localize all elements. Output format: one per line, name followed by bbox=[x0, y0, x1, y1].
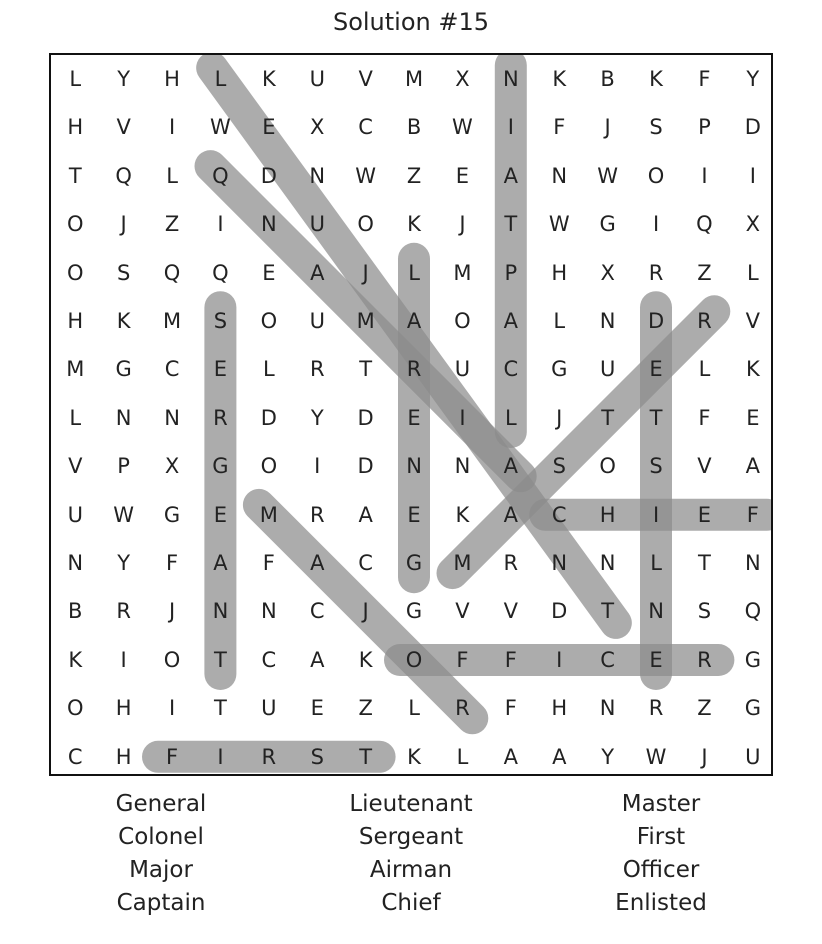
grid-cell: X bbox=[164, 454, 180, 479]
grid-cell: J bbox=[362, 599, 369, 624]
grid-cell: Q bbox=[115, 163, 132, 188]
grid-cell: P bbox=[698, 115, 711, 140]
grid-cell: D bbox=[357, 405, 374, 430]
word-list-item: Officer bbox=[622, 857, 700, 883]
grid-cell: L bbox=[69, 67, 82, 91]
grid-cell: O bbox=[454, 309, 471, 333]
grid-cell: K bbox=[455, 502, 470, 527]
grid-cell: M bbox=[453, 551, 472, 575]
grid-cell: T bbox=[68, 163, 82, 188]
grid-cell: D bbox=[260, 405, 277, 430]
grid-cell: J bbox=[701, 744, 708, 769]
grid-cell: C bbox=[164, 357, 180, 382]
word-list-item: Colonel bbox=[118, 824, 204, 850]
grid-cell: H bbox=[115, 696, 132, 721]
grid-cell: E bbox=[649, 357, 663, 382]
grid-cell: U bbox=[309, 309, 325, 333]
grid-cell: X bbox=[455, 67, 470, 91]
grid-cell: I bbox=[217, 212, 224, 237]
grid-cell: G bbox=[744, 696, 761, 721]
grid-cell: I bbox=[120, 647, 127, 672]
grid-cell: K bbox=[116, 309, 131, 333]
grid-cell: A bbox=[745, 454, 761, 479]
grid-cell: N bbox=[648, 599, 664, 624]
grid-cell: I bbox=[652, 212, 660, 237]
grid-cell: L bbox=[698, 357, 711, 382]
grid-cell: E bbox=[649, 647, 663, 672]
grid-cell: S bbox=[213, 309, 228, 333]
grid-cell: O bbox=[66, 212, 84, 237]
word-list-column-3 bbox=[531, 788, 791, 920]
grid-cell: H bbox=[164, 67, 180, 91]
grid-cell: A bbox=[552, 744, 567, 769]
word-list-column-1 bbox=[31, 788, 291, 920]
grid-cell: L bbox=[262, 357, 275, 382]
grid-cell: N bbox=[502, 67, 519, 91]
grid-cell: O bbox=[357, 212, 374, 237]
grid-cell: I bbox=[314, 454, 321, 479]
grid-cell: L bbox=[166, 163, 178, 188]
grid-cell: M bbox=[162, 309, 182, 333]
grid-cell: E bbox=[262, 260, 276, 285]
grid-cell: Z bbox=[697, 696, 712, 721]
grid-cell: Y bbox=[601, 744, 615, 769]
grid-cell: Y bbox=[746, 67, 760, 91]
grid-cell: I bbox=[168, 115, 176, 140]
grid-cell: Z bbox=[358, 696, 373, 721]
grid-cell: R bbox=[503, 551, 519, 575]
grid-cell: L bbox=[746, 260, 759, 285]
grid-cell: V bbox=[116, 115, 131, 140]
grid-cell: V bbox=[455, 599, 470, 624]
grid-cell: N bbox=[551, 163, 568, 188]
grid-cell: U bbox=[745, 744, 761, 769]
grid-cell: A bbox=[358, 502, 373, 527]
word-list-item: First bbox=[636, 824, 686, 850]
grid-cell: N bbox=[599, 309, 616, 333]
grid-cell: Y bbox=[117, 551, 131, 575]
grid-cell: N bbox=[454, 454, 471, 479]
grid-cell: Z bbox=[697, 260, 712, 285]
grid-cell: K bbox=[358, 647, 373, 672]
grid-cell: A bbox=[310, 260, 325, 285]
grid-cell: Q bbox=[163, 260, 181, 285]
grid-cell: A bbox=[213, 551, 228, 575]
grid-cell: L bbox=[650, 551, 662, 575]
grid-cell: J bbox=[362, 260, 369, 285]
grid-cell: F bbox=[504, 696, 517, 721]
grid-cell: F bbox=[262, 551, 275, 575]
grid-cell: N bbox=[260, 212, 277, 237]
word-list-item: General bbox=[115, 791, 207, 817]
grid-cell: E bbox=[746, 405, 760, 430]
grid-cell: A bbox=[406, 309, 422, 333]
grid-cell: T bbox=[359, 357, 373, 382]
grid-cell: R bbox=[213, 405, 228, 430]
grid-cell: O bbox=[647, 163, 665, 188]
grid-cell: T bbox=[359, 744, 373, 769]
grid-cell: O bbox=[599, 454, 616, 479]
grid-cell: U bbox=[599, 357, 616, 382]
grid-cell: C bbox=[358, 551, 373, 575]
grid-cell: L bbox=[408, 260, 420, 285]
grid-cell: H bbox=[599, 502, 616, 527]
grid-cell: O bbox=[66, 260, 84, 285]
word-search-grid bbox=[49, 53, 773, 776]
grid-cell: P bbox=[504, 260, 518, 285]
grid-cell: A bbox=[310, 647, 325, 672]
grid-cell: V bbox=[503, 599, 519, 624]
grid-cell: A bbox=[503, 309, 519, 333]
grid-cell: N bbox=[551, 551, 568, 575]
grid-cell: M bbox=[66, 357, 85, 382]
grid-cell: X bbox=[745, 212, 761, 237]
grid-cell: U bbox=[454, 357, 471, 382]
grid-cell: L bbox=[456, 744, 469, 769]
word-list-item: Chief bbox=[381, 890, 441, 916]
grid-cell: G bbox=[212, 454, 229, 479]
grid-cell: E bbox=[262, 115, 276, 140]
grid-cell: D bbox=[647, 309, 665, 333]
grid-cell: R bbox=[648, 696, 664, 721]
grid-cell: X bbox=[600, 260, 615, 285]
grid-cell: C bbox=[600, 647, 615, 672]
grid-cell: W bbox=[548, 212, 570, 237]
word-list-column-2 bbox=[281, 788, 541, 920]
grid-cell: I bbox=[168, 696, 176, 721]
grid-cell: R bbox=[648, 260, 664, 285]
grid-cell: N bbox=[309, 163, 326, 188]
grid-cell: I bbox=[507, 115, 514, 140]
grid-cell: J bbox=[168, 599, 176, 624]
grid-cell: K bbox=[649, 67, 663, 91]
grid-cell: Q bbox=[696, 212, 713, 237]
grid-cell: W bbox=[452, 115, 473, 140]
grid-cell: G bbox=[115, 357, 132, 382]
grid-cell: T bbox=[698, 551, 711, 575]
grid-cell: C bbox=[261, 647, 277, 672]
grid-cell: R bbox=[697, 309, 712, 333]
grid-cell: H bbox=[67, 309, 84, 333]
grid-cell: F bbox=[698, 405, 711, 430]
grid-cell: F bbox=[746, 502, 759, 527]
grid-cell: B bbox=[406, 115, 422, 140]
grid-cell: C bbox=[309, 599, 325, 624]
word-list-item: Sergeant bbox=[358, 824, 464, 850]
grid-cell: J bbox=[459, 212, 466, 237]
grid-cell: T bbox=[649, 405, 663, 430]
grid-cell: O bbox=[405, 647, 423, 672]
grid-cell: K bbox=[407, 744, 421, 769]
grid-cell: R bbox=[309, 357, 325, 382]
grid-cell: V bbox=[745, 309, 761, 333]
grid-cell: E bbox=[455, 163, 470, 188]
grid-cell: N bbox=[164, 405, 180, 430]
grid-cell: M bbox=[356, 309, 375, 333]
grid-cell: S bbox=[310, 744, 324, 769]
grid-cell: D bbox=[551, 599, 568, 624]
grid-cell: J bbox=[556, 405, 563, 430]
word-list-item: Enlisted bbox=[615, 890, 707, 916]
grid-cell: G bbox=[599, 212, 616, 237]
grid-cell: O bbox=[260, 309, 278, 333]
grid-cell: W bbox=[113, 502, 135, 527]
grid-cell: I bbox=[652, 502, 660, 527]
grid-cell: Q bbox=[212, 163, 229, 188]
grid-cell: U bbox=[261, 696, 277, 721]
grid-cell: F bbox=[166, 551, 179, 575]
grid-cell: O bbox=[260, 454, 278, 479]
grid-cell: K bbox=[68, 647, 83, 672]
grid-cell: K bbox=[407, 212, 421, 237]
grid-cell: I bbox=[459, 405, 466, 430]
grid-cell: V bbox=[697, 454, 712, 479]
grid-cell: J bbox=[604, 115, 611, 140]
grid-cell: H bbox=[551, 260, 568, 285]
grid-cell: Z bbox=[406, 163, 422, 188]
grid-cell: H bbox=[551, 696, 568, 721]
grid-cell: T bbox=[601, 405, 615, 430]
grid-cell: X bbox=[310, 115, 325, 140]
grid-cell: Z bbox=[164, 212, 180, 237]
grid-cell: F bbox=[166, 744, 179, 769]
grid-cell: S bbox=[552, 454, 566, 479]
grid-cell: R bbox=[697, 647, 712, 672]
grid-cell: S bbox=[116, 260, 131, 285]
grid-cell: P bbox=[117, 454, 130, 479]
grid-cell: K bbox=[261, 67, 276, 91]
grid-cell: U bbox=[309, 212, 325, 237]
grid-cell: D bbox=[744, 115, 761, 140]
grid-cell: N bbox=[406, 454, 422, 479]
grid-cell: O bbox=[163, 647, 181, 672]
grid-cell: N bbox=[599, 696, 616, 721]
grid-cell: W bbox=[597, 163, 619, 188]
grid-cell: C bbox=[503, 357, 519, 382]
grid-cell: N bbox=[212, 599, 229, 624]
grid-cell: C bbox=[358, 115, 373, 140]
grid-cell: N bbox=[744, 551, 761, 575]
grid-cell: Q bbox=[744, 599, 762, 624]
grid-cell: S bbox=[649, 115, 663, 140]
grid-cell: W bbox=[645, 744, 667, 769]
grid-cell: L bbox=[504, 405, 517, 430]
grid-cell: L bbox=[408, 696, 420, 721]
grid-cell: K bbox=[745, 357, 760, 382]
grid-cell: E bbox=[407, 502, 421, 527]
grid-cell: F bbox=[504, 647, 517, 672]
grid-cell: A bbox=[503, 502, 519, 527]
grid-cell: H bbox=[115, 744, 132, 769]
grid-cell: R bbox=[261, 744, 277, 769]
grid-cell: I bbox=[749, 163, 756, 188]
grid-cell: M bbox=[404, 67, 424, 91]
grid-cell: M bbox=[259, 502, 278, 527]
grid-cell: T bbox=[214, 647, 227, 672]
grid-cell: I bbox=[701, 163, 708, 188]
grid-cell: E bbox=[213, 357, 228, 382]
grid-cell: R bbox=[309, 502, 325, 527]
grid-cell: B bbox=[68, 599, 83, 624]
grid-cell: D bbox=[260, 163, 277, 188]
puzzle-title: Solution #15 bbox=[332, 8, 490, 36]
grid-cell: A bbox=[503, 454, 519, 479]
grid-cell: Y bbox=[310, 405, 324, 430]
grid-cell: N bbox=[260, 599, 277, 624]
grid-cell: R bbox=[406, 357, 422, 382]
grid-cell: G bbox=[163, 502, 181, 527]
grid-cell: T bbox=[504, 212, 518, 237]
grid-cell: V bbox=[358, 67, 373, 91]
grid-cell: Q bbox=[212, 260, 229, 285]
word-list-item: Captain bbox=[116, 890, 206, 916]
grid-cell: W bbox=[355, 163, 377, 188]
grid-cell: T bbox=[214, 696, 227, 721]
grid-cell: L bbox=[69, 405, 82, 430]
grid-cell: L bbox=[553, 309, 566, 333]
grid-cell: R bbox=[455, 696, 470, 721]
grid-cell: V bbox=[68, 454, 83, 479]
grid-cell: N bbox=[67, 551, 84, 575]
grid-cell: Y bbox=[117, 67, 131, 91]
grid-cell: I bbox=[217, 744, 224, 769]
grid-cell: I bbox=[556, 647, 563, 672]
grid-cell: F bbox=[456, 647, 469, 672]
grid-cell: C bbox=[67, 744, 83, 769]
grid-cell: N bbox=[599, 551, 616, 575]
word-list-item: Master bbox=[621, 791, 701, 817]
grid-cell: A bbox=[503, 163, 519, 188]
word-list-item: Lieutenant bbox=[349, 791, 473, 817]
grid-cell: O bbox=[66, 696, 84, 721]
grid-cell: J bbox=[120, 212, 127, 237]
grid-cell: G bbox=[744, 647, 761, 672]
grid-cell: S bbox=[697, 599, 712, 624]
grid-cell: H bbox=[67, 115, 84, 140]
grid-cell: D bbox=[357, 454, 374, 479]
grid-cell: E bbox=[407, 405, 421, 430]
grid-cell: G bbox=[405, 551, 423, 575]
grid-cell: W bbox=[210, 115, 231, 140]
word-list-item: Airman bbox=[369, 857, 453, 883]
grid-cell: F bbox=[698, 67, 711, 91]
grid-cell: T bbox=[601, 599, 615, 624]
grid-cell: C bbox=[551, 502, 567, 527]
grid-cell: R bbox=[116, 599, 131, 624]
grid-cell: S bbox=[649, 454, 663, 479]
grid-cell: E bbox=[310, 696, 324, 721]
grid-cell: G bbox=[551, 357, 568, 382]
grid-cell: F bbox=[553, 115, 566, 140]
grid-cell: M bbox=[453, 260, 472, 285]
grid-cell: E bbox=[213, 502, 228, 527]
word-list-item: Major bbox=[129, 857, 193, 883]
grid-cell: K bbox=[552, 67, 567, 91]
grid-cell: N bbox=[115, 405, 132, 430]
grid-cell: A bbox=[310, 551, 325, 575]
grid-cell: U bbox=[67, 502, 83, 527]
grid-cell: A bbox=[503, 744, 519, 769]
grid-cell: L bbox=[214, 67, 227, 91]
grid-cell: E bbox=[697, 502, 712, 527]
grid-cell: G bbox=[405, 599, 423, 624]
grid-cell: B bbox=[600, 67, 615, 91]
grid-cell: U bbox=[309, 67, 325, 91]
